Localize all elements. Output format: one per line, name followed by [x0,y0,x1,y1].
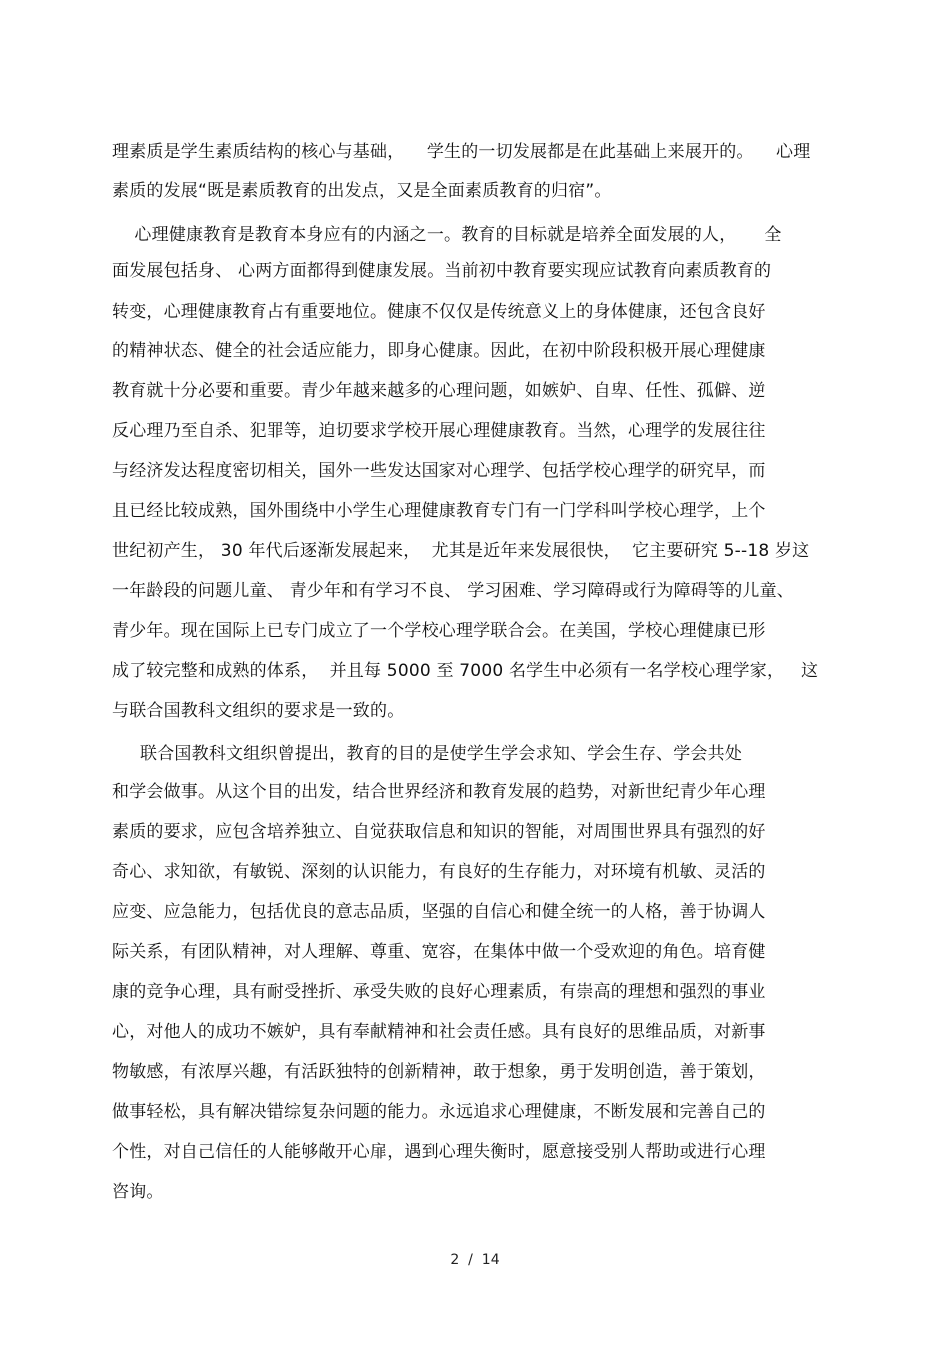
body-text-line: 且已经比较成熟，国外围绕中小学生心理健康教育专门有一门学科叫学校心理学，上个 [112,501,766,521]
body-text-line: 个性，对自己信任的人能够敞开心扉，遇到心理失衡时，愿意接受别人帮助或进行心理 [112,1142,766,1162]
page-number: 2 / 14 [450,1252,500,1268]
body-text-line: 奇心、求知欲，有敏锐、深刻的认识能力，有良好的生存能力，对环境有机敏、灵活的 [112,862,766,882]
body-text-line: 与联合国教科文组织的要求是一致的。 [112,701,405,721]
body-text-line: 联合国教科文组织曾提出，教育的目的是使学生学会求知、学会生存、学会共处 [112,744,743,764]
body-text-line: 际关系，有团队精神，对人理解、尊重、宽容，在集体中做一个受欢迎的角色。培育健 [112,942,766,962]
body-text-line: 理素质是学生素质结构的核心与基础， 学生的一切发展都是在此基础上来展开的。 心理 [112,142,811,162]
body-text-line: 世纪初产生， 30 年代后逐渐发展起来， 尤其是近年来发展很快， 它主要研究 5--18 岁这 [112,541,810,561]
body-text-line: 转变，心理健康教育占有重要地位。健康不仅仅是传统意义上的身体健康，还包含良好 [112,302,766,322]
body-text-line: 物敏感，有浓厚兴趣，有活跃独特的创新精神，敢于想象，勇于发明创造，善于策划， [112,1062,766,1082]
body-text-line: 素质的发展“既是素质教育的出发点，又是全面素质教育的归宿”。 [112,181,612,201]
body-text-line: 一年龄段的问题儿童、 青少年和有学习不良、 学习困难、学习障碍或行为障碍等的儿童、 [112,581,795,601]
body-text-line: 的精神状态、健全的社会适应能力，即身心健康。因此，在初中阶段积极开展心理健康 [112,341,766,361]
body-text-line: 教育就十分必要和重要。青少年越来越多的心理问题，如嫉妒、自卑、任性、孤僻、逆 [112,381,766,401]
body-text-line: 心，对他人的成功不嫉妒，具有奉献精神和社会责任感。具有良好的思维品质，对新事 [112,1022,766,1042]
body-text-line: 与经济发达程度密切相关，国外一些发达国家对心理学、包括学校心理学的研究早，而 [112,461,766,481]
body-text-line: 面发展包括身、 心两方面都得到健康发展。当前初中教育要实现应试教育向素质教育的 [112,261,772,281]
body-text-line: 康的竞争心理，具有耐受挫折、承受失败的良好心理素质，有崇高的理想和强烈的事业 [112,982,766,1002]
body-text-line: 素质的要求，应包含培养独立、自觉获取信息和知识的智能，对周围世界具有强烈的好 [112,822,766,842]
body-text-line: 做事轻松，具有解决错综复杂问题的能力。永远追求心理健康，不断发展和完善自己的 [112,1102,766,1122]
body-text-line: 反心理乃至自杀、犯罪等，迫切要求学校开展心理健康教育。当然，心理学的发展往往 [112,421,766,441]
body-text-line: 咨询。 [112,1182,164,1202]
body-text-line: 青少年。现在国际上已专门成立了一个学校心理学联合会。在美国，学校心理健康已形 [112,621,766,641]
body-text-line: 应变、应急能力，包括优良的意志品质，坚强的自信心和健全统一的人格，善于协调人 [112,902,766,922]
body-text-line: 和学会做事。从这个目的出发，结合世界经济和教育发展的趋势，对新世纪青少年心理 [112,782,766,802]
body-text-line: 成了较完整和成熟的体系， 并且每 5000 至 7000 名学生中必须有一名学校心理学家， 这 [112,661,819,681]
body-text-line: 心理健康教育是教育本身应有的内涵之一。教育的目标就是培养全面发展的人， 全 [112,225,782,245]
